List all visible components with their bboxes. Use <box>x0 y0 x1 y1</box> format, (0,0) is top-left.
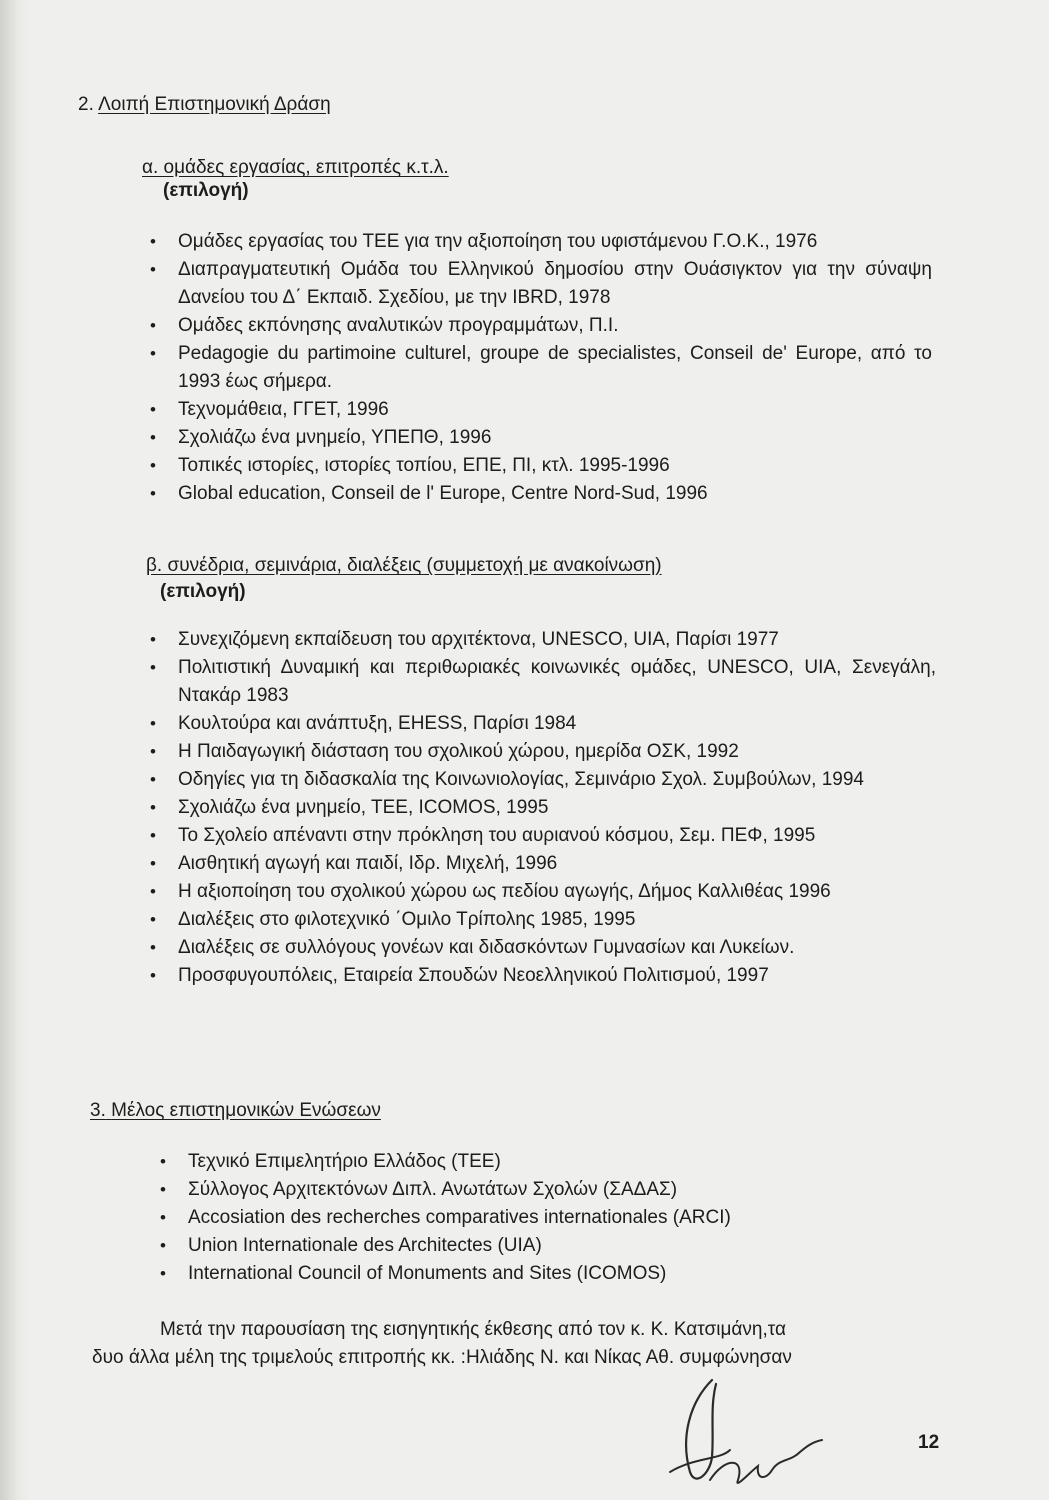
list-item: • Σχολιάζω ένα μνημείο, ΤΕΕ, ICOMOS, 1995 <box>148 794 936 822</box>
section-2-number: 2. <box>78 94 94 115</box>
list-item: • Κουλτούρα και ανάπτυξη, EHESS, Παρίσι 1984 <box>148 710 936 738</box>
subsection-b-list <box>148 626 936 990</box>
list-item: • Τεχνικό Επιμελητήριο Ελλάδος (ΤΕΕ) <box>158 1148 918 1176</box>
list-item: • Προσφυγουπόλεις, Εταιρεία Σπουδών Νεοελληνικού Πολιτισμού, 1997 <box>148 962 936 990</box>
list-item: • Pedagogie du partimoine culturel, groupe de specialistes, Conseil de' Europe, από το 1993 έως σήμερα. <box>148 340 932 396</box>
closing-line-1: Μετά την παρουσίαση της εισηγητικής έκθεσης από τον κ. Κ. Κατσιμάνη,τα <box>160 1319 786 1340</box>
list-item: • International Council of Monuments and Sites (ICOMOS) <box>158 1260 918 1288</box>
list-item: • Global education, Conseil de l' Europe, Centre Nord-Sud, 1996 <box>148 480 932 508</box>
list-item: • Τοπικές ιστορίες, ιστορίες τοπίου, ΕΠΕ, ΠΙ, κτλ. 1995-1996 <box>148 452 932 480</box>
subsection-b-title: β. συνέδρια, σεμινάρια, διαλέξεις (συμμετοχή με ανακοίνωση) <box>146 555 662 576</box>
section-3-list <box>158 1148 918 1288</box>
list-item: • Σύλλογος Αρχιτεκτόνων Διπλ. Ανωτάτων Σχολών (ΣΑΔΑΣ) <box>158 1176 918 1204</box>
list-item: • Διαπραγματευτική Ομάδα του Ελληνικού δημοσίου στην Ουάσιγκτον για την σύναψη Δανείου του Δ΄ Εκπαιδ. Σχεδίου, με την IBRD, 1978 <box>148 256 932 312</box>
list-item: • Ομάδες εργασίας του ΤΕΕ για την αξιοποίηση του υφιστάμενου Γ.Ο.Κ., 1976 <box>148 228 932 256</box>
subsection-a-title: α. ομάδες εργασίας, επιτροπές κ.τ.λ. <box>142 157 449 178</box>
page-number: 12 <box>918 1432 940 1453</box>
list-item: • Union Internationale des Architectes (UIA) <box>158 1232 918 1260</box>
list-item: • Πολιτιστική Δυναμική και περιθωριακές κοινωνικές ομάδες, UNESCO, UIA, Σενεγάλη, Ντακάρ 1983 <box>148 654 936 710</box>
subsection-a-selection: (επιλογή) <box>163 180 249 201</box>
closing-line-2: δυο άλλα μέλη της τριμελούς επιτροπής κκ. :Ηλιάδης Ν. και Νίκας Αθ. συμφώνησαν <box>92 1347 792 1368</box>
list-item: • Τεχνομάθεια, ΓΓΕΤ, 1996 <box>148 396 932 424</box>
list-item: • Διαλέξεις σε συλλόγους γονέων και διδασκόντων Γυμνασίων και Λυκείων. <box>148 934 936 962</box>
list-item: • Αισθητική αγωγή και παιδί, Ιδρ. Μιχελή, 1996 <box>148 850 936 878</box>
list-item: • Η αξιοποίηση του σχολικού χώρου ως πεδίου αγωγής, Δήμος Καλλιθέας 1996 <box>148 878 936 906</box>
list-item: • Accosiation des recherches comparatives internationales (ARCI) <box>158 1204 918 1232</box>
page-binding-edge <box>0 0 30 1500</box>
list-item: • Η Παιδαγωγική διάσταση του σχολικού χώρου, ημερίδα ΟΣΚ, 1992 <box>148 738 936 766</box>
list-item: • Συνεχιζόμενη εκπαίδευση του αρχιτέκτονα, UNESCO, UIA, Παρίσι 1977 <box>148 626 936 654</box>
handwritten-signature-icon <box>650 1362 830 1497</box>
section-3-title: Μέλος επιστημονικών Ενώσεων <box>111 1100 381 1121</box>
section-3-number: 3. <box>90 1100 106 1121</box>
list-item: • Διαλέξεις στο φιλοτεχνικό ΄Ομιλο Τρίπολης 1985, 1995 <box>148 906 936 934</box>
section-3-heading <box>90 1100 381 1122</box>
list-item: • Οδηγίες για τη διδασκαλία της Κοινωνιολογίας, Σεμινάριο Σχολ. Συμβούλων, 1994 <box>148 766 936 794</box>
section-2-heading <box>78 94 331 116</box>
subsection-a-list <box>148 228 932 508</box>
list-item: • Σχολιάζω ένα μνημείο, ΥΠΕΠΘ, 1996 <box>148 424 932 452</box>
section-2-title: Λοιπή Επιστημονική Δράση <box>98 94 331 115</box>
list-item: • Ομάδες εκπόνησης αναλυτικών προγραμμάτων, Π.Ι. <box>148 312 932 340</box>
list-item: • Το Σχολείο απέναντι στην πρόκληση του αυριανού κόσμου, Σεμ. ΠΕΦ, 1995 <box>148 822 936 850</box>
subsection-b-selection: (επιλογή) <box>160 581 246 602</box>
